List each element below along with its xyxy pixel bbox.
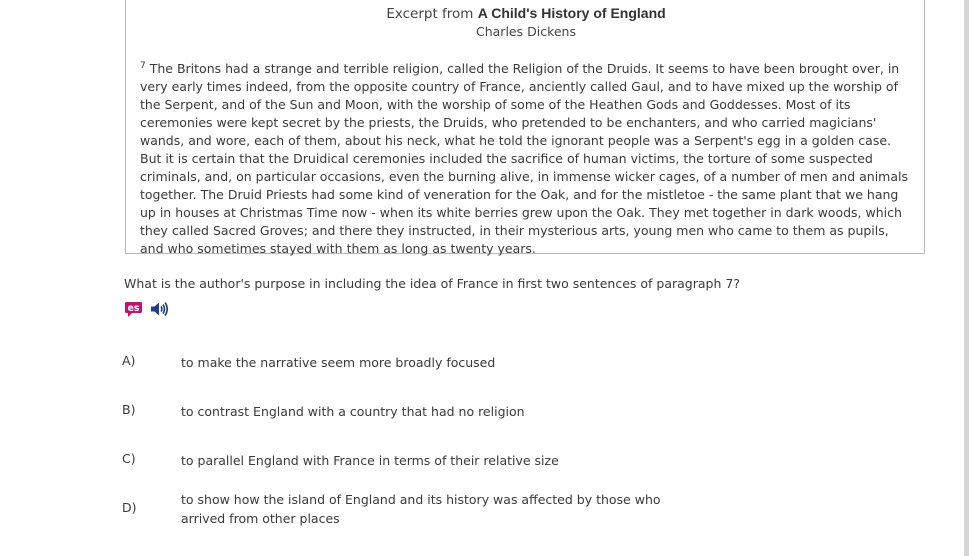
excerpt-header (126, 5, 926, 22)
choice-text: to contrast England with a country that had no religion (181, 404, 525, 419)
paragraph-text: The Britons had a strange and terrible religion, called the Religion of the Druids. It seems to have been brought over, in very early times indeed, from the opposite country of France, anciently called Gaul, and to have mixed up the worship of the Serpent, and of the Sun and Moon, with the worship of some of the Heathen Gods and Goddesses. Most of its ceremonies were kept secret by the priests, the Druids, who pretended to be enchanters, and who carried magicians' wands, and wore, each of them, about his neck, what he told the ignorant people was a Serpent's egg in a golden case. But it is certain that the Druidical ceremonies included the sacrifice of human victims, the torture of some suspected criminals, and, on particular occasions, even the burning alive, in immense wicker cages, of a number of men and animals together. The Druid Priests had some kind of veneration for the Oak, and for the mistletoe - the same plant that we hang up in houses at Christmas Time now - when its white berries grew upon the Oak. They met together in dark woods, which they called Sacred Groves; and there they instructed, in their mysterious arts, young men who came to them as pupils, and who sometimes stayed with them as long as twenty years. (140, 61, 909, 256)
answer-choice-b[interactable] (122, 402, 682, 422)
window-edge-scrollbar (964, 0, 969, 556)
text-to-speech-icon[interactable] (150, 300, 170, 318)
choice-text: to parallel England with France in terms of their relative size (181, 453, 559, 468)
choice-text: to show how the island of England and its history was affected by those who arrived from other places (181, 492, 661, 526)
choice-letter: C) (122, 451, 136, 466)
question-prompt: What is the author's purpose in including the idea of France in first two sentences of paragraph 7? (124, 276, 740, 291)
paragraph-number: 7 (140, 61, 146, 71)
spanish-translation-icon[interactable] (124, 300, 144, 318)
excerpt-prefix: Excerpt from (386, 6, 474, 22)
book-title: A Child's History of England (477, 5, 666, 21)
author-name: Charles Dickens (476, 24, 576, 39)
choice-letter: D) (122, 500, 137, 515)
answer-choice-c[interactable] (122, 451, 682, 471)
answer-choice-d[interactable] (122, 490, 682, 530)
choice-text: to make the narrative seem more broadly focused (181, 355, 496, 370)
svg-text:es: es (127, 303, 140, 314)
question-tools (124, 299, 170, 319)
passage-panel (125, 0, 925, 254)
choice-letter: A) (122, 353, 136, 368)
answer-choice-a[interactable] (122, 353, 682, 373)
choice-letter: B) (122, 402, 136, 417)
passage-paragraph (140, 57, 912, 258)
